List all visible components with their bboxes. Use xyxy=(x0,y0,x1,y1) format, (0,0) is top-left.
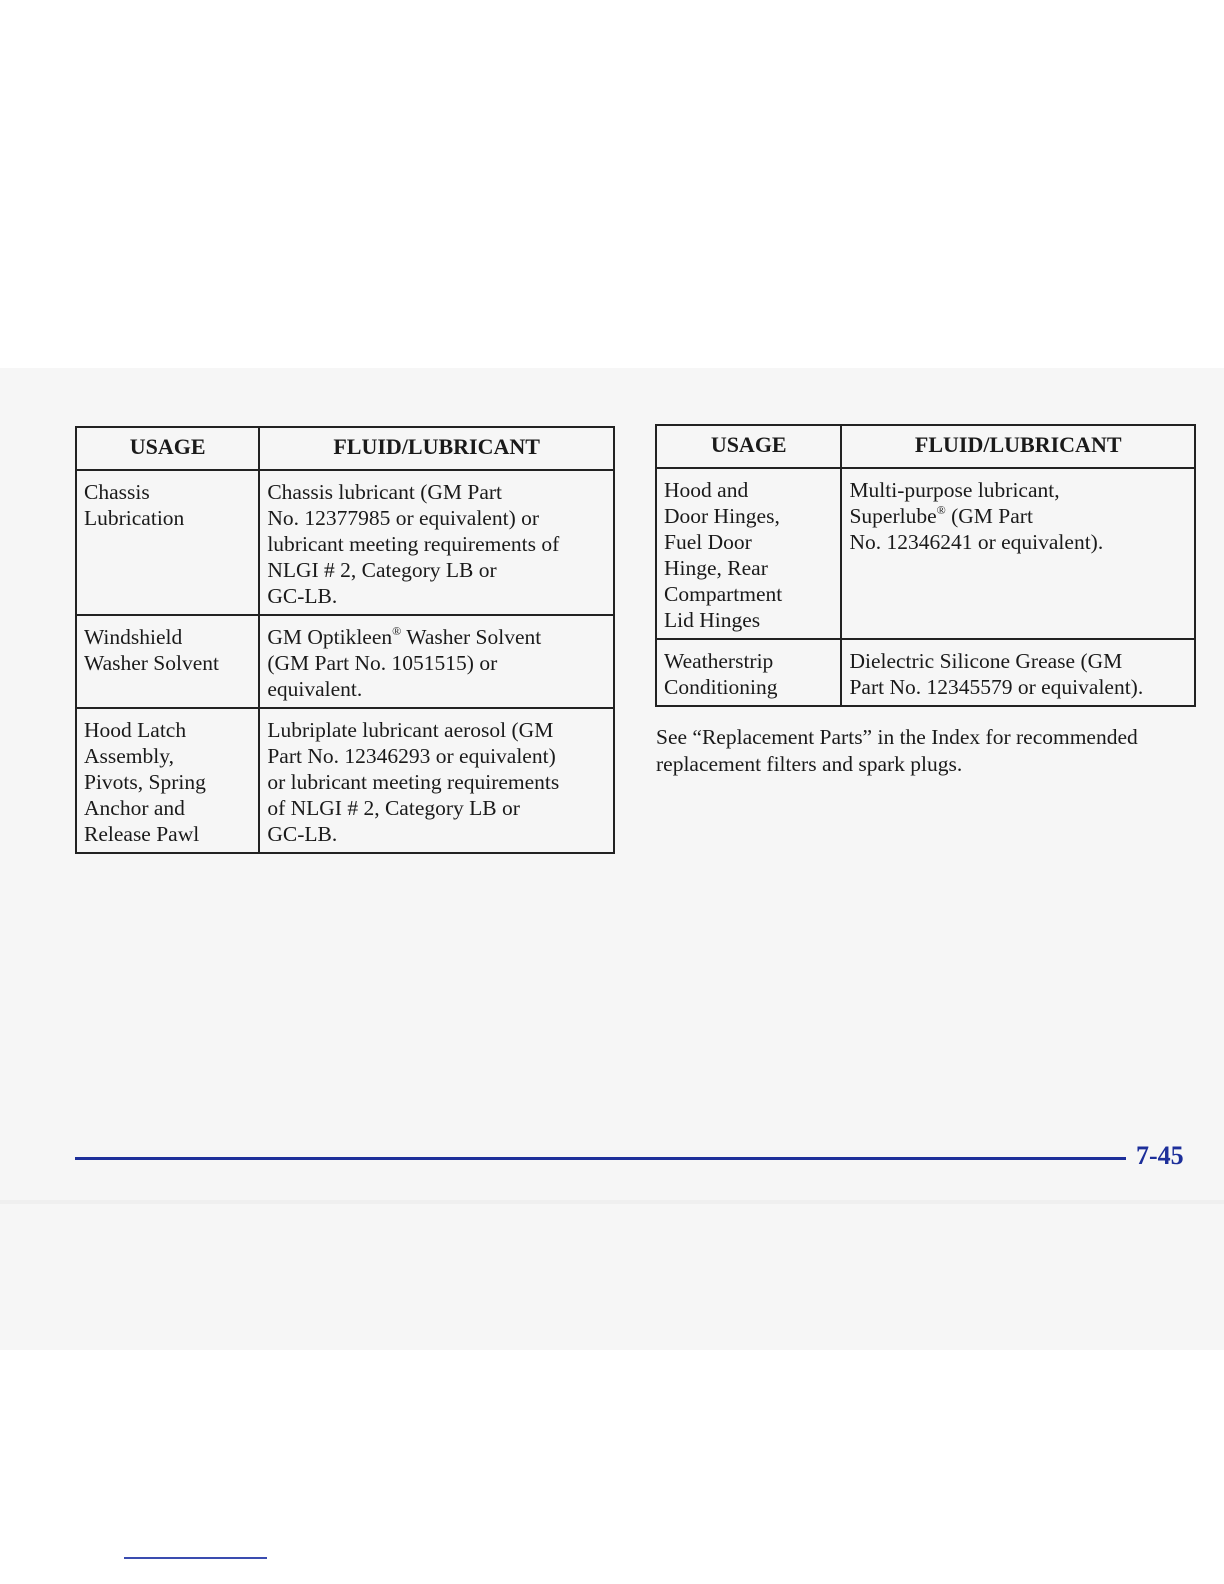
fluid-cell: Dielectric Silicone Grease (GM Part No. 12345579 or equivalent). xyxy=(841,639,1195,706)
table-row xyxy=(656,639,1195,706)
table-row xyxy=(76,470,614,615)
table-header-row xyxy=(76,427,614,470)
usage-header: USAGE xyxy=(656,425,841,468)
bottom-link-underline xyxy=(124,1557,267,1559)
footer-rule xyxy=(75,1157,1126,1160)
table-row xyxy=(76,615,614,708)
table-header-row xyxy=(656,425,1195,468)
usage-header: USAGE xyxy=(76,427,259,470)
table-row xyxy=(76,708,614,853)
fluid-cell: GM Optikleen® Washer Solvent (GM Part No. 1051515) or equivalent. xyxy=(259,615,614,708)
registered-mark: ® xyxy=(392,624,402,638)
fluid-header: FLUID/LUBRICANT xyxy=(841,425,1195,468)
usage-cell: Hood Latch Assembly, Pivots, Spring Anchor and Release Pawl xyxy=(76,708,259,853)
usage-cell: Hood and Door Hinges, Fuel Door Hinge, Rear Compartment Lid Hinges xyxy=(656,468,841,639)
lubricant-table-right xyxy=(655,424,1196,707)
fluid-header: FLUID/LUBRICANT xyxy=(259,427,614,470)
table-row xyxy=(656,468,1195,639)
page-number: 7-45 xyxy=(1136,1141,1184,1170)
replacement-parts-note: See “Replacement Parts” in the Index for recommended replacement filters and spark plugs. xyxy=(656,725,1138,776)
fluid-cell: Lubriplate lubricant aerosol (GM Part No. 12346293 or equivalent) or lubricant meeting requirements of NLGI # 2, Category LB or GC-LB. xyxy=(259,708,614,853)
usage-cell: Weatherstrip Conditioning xyxy=(656,639,841,706)
fluid-cell: Multi-purpose lubricant, Superlube® (GM Part No. 12346241 or equivalent). xyxy=(841,468,1195,639)
fluid-cell: Chassis lubricant (GM Part No. 12377985 or equivalent) or lubricant meeting requirements of NLGI # 2, Category LB or GC-LB. xyxy=(259,470,614,615)
registered-mark: ® xyxy=(936,503,946,517)
usage-cell: Windshield Washer Solvent xyxy=(76,615,259,708)
lubricant-table-left xyxy=(75,426,615,854)
usage-cell: Chassis Lubrication xyxy=(76,470,259,615)
band-fade xyxy=(0,1200,1224,1204)
